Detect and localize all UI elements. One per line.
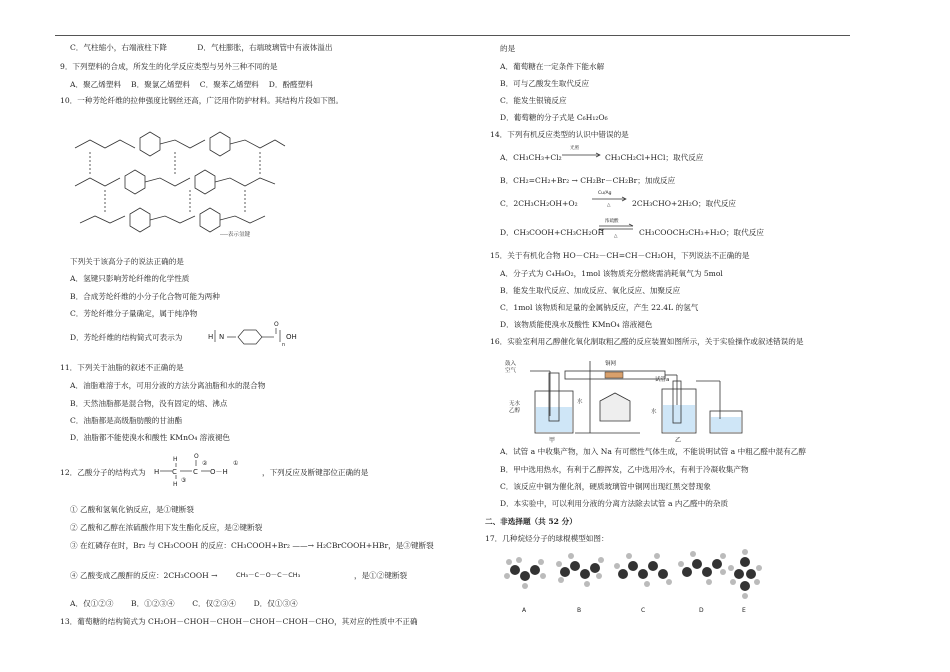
bond-label-1: ① [233,460,239,467]
label-tube-a: 试管a [655,377,670,383]
svg-text:N: N [219,333,225,341]
statement-2: ② 乙酸和乙醇在浓硫酸作用下发生酯化反应，是②键断裂 [70,523,263,532]
option-15-b: B．能发生取代反应、加成反应、氧化反应、加聚反应 [500,286,681,295]
alkane-models [495,546,775,616]
model-label-c: C [641,607,646,614]
statement-4: ④ 乙酸变成乙酸酐的反应：2CH₃COOH → [70,571,218,580]
svg-text:O: O [194,453,199,460]
option-14-c: C．2CH₃CH₂OH+O₂ [500,199,578,208]
option-15-a: A．分子式为 C₄H₈O₂，1mol 该物质充分燃烧需消耗氧气为 5mol [500,269,723,278]
label-water1: 水 [577,399,583,405]
figure-caption: ----表示氢键 [220,232,250,238]
option-15-d: D．该物质能使溴水及酸性 KMnO₄ 溶液褪色 [500,320,653,329]
option-15-c: C．1mol 该物质和足量的金属钠反应，产生 22.4L 的氢气 [500,303,699,312]
header-rule [55,35,850,36]
arrow-catalyst [590,188,630,208]
option-line: C．气柱缩小，右端液柱下降 D．气柱膨胀，右端玻璃管中有液体溢出 [70,43,333,52]
model-label-b: B [577,607,582,614]
option-11-b: B．天然油脂都是混合物，没有固定的熔、沸点 [70,399,228,408]
label-jia: 甲 [549,437,556,443]
model-d [678,551,726,585]
svg-text:n: n [282,342,286,348]
option-14-a: A．CH₃CH₃+Cl₂ [500,153,562,162]
statement-1: ① 乙酸和氢氧化钠反应，是①键断裂 [70,505,194,514]
anhydride-formula [236,562,354,582]
label-water2: 水 [651,409,657,415]
options-9: A．聚乙烯塑料 B．聚氯乙烯塑料 C．聚苯乙烯塑料 D．酚醛塑料 [70,80,313,89]
option-14-d: D．CH₃COOH+CH₃CH₂OH [500,228,605,237]
section-heading: 二、非选择题（共 52 分） [485,517,577,526]
question-10: 10．一种芳纶纤维的拉伸强度比钢丝还高，广泛用作防护材料。其结构片段如下图。 [60,96,344,105]
option-16-a: A．试管 a 中收集产物，加入 Na 有可燃性气体生成，不能说明试管 a 中粗乙醛中混有乙醇 [500,447,806,456]
question-15: 15．关于有机化合物 HO－CH₂－CH=CH－CH₂OH，下列说法不正确的是 [490,251,750,260]
svg-text:C: C [193,468,198,476]
label-ethanol: 无水 [509,401,521,407]
option-13-a: A．葡萄糖在一定条件下能水解 [500,62,605,71]
option-16-d: D．本实验中，可以利用分液的分离方法除去试管 a 内乙醛中的杂质 [500,499,729,508]
model-a [504,557,546,589]
aramid-formula [208,318,338,348]
svg-text:H: H [208,333,214,341]
arrow-reversible [597,216,637,240]
option-10-d: D．芳纶纤维的结构简式可表示为 [70,333,183,342]
question-12-tail: ，下列反应及断键部位正确的是 [262,468,369,477]
option-14-a-tail: CH₃CH₂Cl+HCl；取代反应 [605,153,704,162]
model-b [556,553,604,587]
option-10-a: A．氢键只影响芳纶纤维的化学性质 [70,274,190,283]
option-13-d: D．葡萄糖的分子式是 C₆H₁₂O₆ [500,113,608,122]
bond-label-2: ② [202,460,208,467]
label-air: 鼓入 [505,361,517,367]
arrow-light [560,143,604,159]
label-copper: 铜网 [605,361,617,367]
question-12: 12．乙酸分子的结构式为 [60,468,146,477]
svg-text:△: △ [614,234,618,239]
apparatus-figure [505,351,745,443]
svg-text:Cu/Ag: Cu/Ag [598,191,612,196]
options-12: A．仅①②③ B．①②③④ C．仅②③④ D．仅①③④ [70,599,298,608]
svg-text:OH: OH [286,333,297,341]
model-label-a: A [522,607,527,614]
question-17: 17．几种烷烃分子的球棍模型如图： [485,534,609,543]
model-label-d: D [699,607,704,614]
svg-text:CH₃－C－O－C－CH₃: CH₃－C－O－C－CH₃ [236,571,301,579]
option-14-b: B．CH₂=CH₂+Br₂ → CH₂Br－CH₂Br；加成反应 [500,176,676,185]
svg-text:光照: 光照 [570,146,579,151]
svg-text:C: C [172,468,177,476]
model-c [614,553,672,587]
svg-text:浓硫酸: 浓硫酸 [605,219,619,224]
question-16: 16．实验室利用乙醇催化氧化制取粗乙醛的反应装置如图所示，关于实验操作或叙述错误的是 [490,337,804,346]
option-14-d-tail: CH₃COOCH₂CH₃+H₂O；取代反应 [639,228,764,237]
question-14: 14．下列有机反应类型的认识中错误的是 [490,130,629,139]
svg-text:O－H: O－H [210,468,228,476]
question-11: 11．下列关于油脂的叙述不正确的是 [60,363,184,372]
option-10-c: C．芳纶纤维分子量确定，属于纯净物 [70,309,198,318]
svg-text:H: H [173,456,178,463]
svg-text:H: H [173,481,178,488]
option-13-b: B．可与乙酸发生取代反应 [500,79,590,88]
svg-text:△: △ [607,203,611,208]
model-label-e: E [742,607,746,614]
model-e [728,549,762,599]
question-10-stem: 下列关于该高分子的说法正确的是 [70,257,184,266]
option-13-c: C．能发生银镜反应 [500,96,567,105]
statement-3: ③ 在红磷存在时，Br₂ 与 CH₃COOH 的反应：CH₃COOH+Br₂ ——→ H₂CBrCOOH+HBr，是③键断裂 [70,541,434,550]
statement-4-tail: ，是①②键断裂 [354,571,408,580]
label-yi: 乙 [675,437,682,443]
option-11-d: D．油脂都不能使溴水和酸性 KMnO₄ 溶液褪色 [70,433,231,442]
label-ethanol2: 乙醇 [509,408,521,414]
label-air2: 空气 [505,368,517,374]
acetic-acid-structure [150,452,262,488]
option-11-c: C．油脂都是高级脂肪酸的甘油酯 [70,416,183,425]
option-16-c: C．该反应中铜为催化剂，硬质玻璃管中铜网出现红黑交替现象 [500,482,711,491]
option-16-b: B．甲中选用热水，有利于乙醇挥发，乙中选用冷水，有利于冷凝收集产物 [500,465,749,474]
question-13: 13．葡萄糖的结构简式为 CH₂OH－CHOH－CHOH－CHOH－CHOH－CHO，其对应的性质中不正确 [60,617,418,626]
svg-text:O: O [274,321,279,328]
question-9: 9．下列塑料的合成，所发生的化学反应类型与另外三种不同的是 [60,62,278,71]
option-11-a: A．油脂难溶于水，可用分液的方法分离油脂和水的混合物 [70,381,266,390]
option-14-c-tail: 2CH₃CHO+2H₂O；取代反应 [632,199,737,208]
question-13-cont: 的是 [500,44,516,53]
aramid-structure-figure [70,108,300,238]
option-10-b: B．合成芳纶纤维的小分子化合物可能为两种 [70,292,220,301]
svg-text:H: H [154,468,160,476]
bond-label-3: ③ [181,477,187,484]
